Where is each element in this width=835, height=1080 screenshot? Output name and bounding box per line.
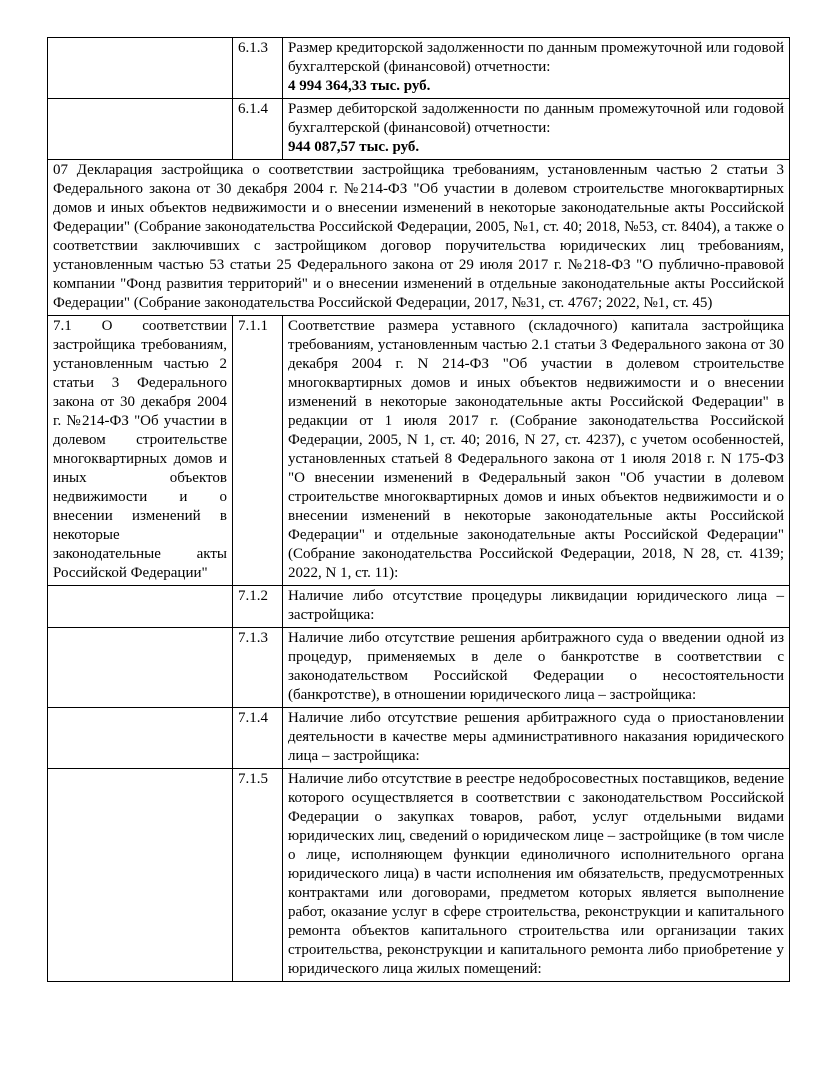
row-number: 7.1.4 <box>233 708 283 769</box>
row-left-cell <box>48 586 233 628</box>
table-row <box>48 38 790 99</box>
table-row <box>48 586 790 628</box>
row-number: 7.1.2 <box>233 586 283 628</box>
row-left-cell <box>48 38 233 99</box>
row-left-cell <box>48 99 233 160</box>
row-content-cell <box>283 586 790 628</box>
row-text: Наличие либо отсутствие решения арбитражного суда о приостановлении деятельности в качестве меры административного наказания юридического лица – застройщика: <box>288 710 784 764</box>
table-row <box>48 769 790 982</box>
row-number: 6.1.4 <box>233 99 283 160</box>
row-content-cell <box>283 316 790 586</box>
row-text: Размер кредиторской задолженности по данным промежуточной или годовой бухгалтерской (финансовой) отчетности: <box>288 40 784 75</box>
table-row <box>48 316 790 586</box>
row-text: Соответствие размера уставного (складочного) капитала застройщика требованиям, установленным частью 2.1 статьи 3 Федерального закона от 30 декабря 2004 г. N 214-ФЗ "Об участии в долевом строительстве многоквартирных домов и иных объектов недвижимости и о внесении изменений в некоторые законодательные акты Российской Федерации" в редакции от 1 июля 2017 г. (Собрание законодательства Российской Федерации, 2005, N 1, ст. 40; 2016, N 27, ст. 4237), с учетом особенностей, установленных статьей 8 Федерального закона от 1 июля 2018 г. N 175-ФЗ "О внесении изменений в Федеральный закон "Об участии в долевом строительстве многоквартирных домов и иных объектов недвижимости и о внесении изменений в некоторые законодательные акты Российской Федерации" и отдельные законодательные акты Российской Федерации" (Собрание законодательства Российской Федерации, 2018, N 28, ст. 4139; 2022, N 1, ст. 11): <box>288 318 784 581</box>
row-text: Размер дебиторской задолженности по данным промежуточной или годовой бухгалтерской (финансовой) отчетности: <box>288 101 784 136</box>
declaration-table <box>47 37 790 982</box>
row-number: 7.1.5 <box>233 769 283 982</box>
row-text: Наличие либо отсутствие в реестре недобросовестных поставщиков, ведение которого осуществляется в соответствии с законодательством Российской Федерации о закупках товаров, работ, услуг отдельными видами юридических лиц, сведений о юридическом лице – застройщике (в том числе о лице, исполняющем функции единоличного исполнительного органа юридического лица) в части исполнения им обязательств, предусмотренных контрактами или договорами, предметом которых является выполнение работ, оказание услуг в сфере строительства, реконструкции и капитального ремонта объектов капитального строительства или организации таких строительства, реконструкции и капитального ремонта либо приобретение у юридического лица жилых помещений: <box>288 771 784 977</box>
section-header: 07 Декларация застройщика о соответствии застройщика требованиям, установленным частью 2 статьи 3 Федерального закона от 30 декабря 2004 г. №214-ФЗ "Об участии в долевом строительстве многоквартирных домов и иных объектов недвижимости и о внесении изменений в некоторые законодательные акты Российской Федерации" (Собрание законодательства Российской Федерации, 2005, №1, ст. 40; 2018, №53, ст. 8404), а также о соответствии заключивших с застройщиком договор поручительства юридических лиц требованиям, установленным частью 53 статьи 25 Федерального закона от 29 июля 2017 г. №218-ФЗ "О публично-правовой компании "Фонд развития территорий" и о внесении изменений в отдельные законодательные акты Российской Федерации" (Собрание законодательства Российской Федерации, 2017, №31, ст. 4767; 2022, №1, ст. 45) <box>48 160 790 316</box>
row-left-cell: 7.1 О соответствии застройщика требованиям, установленным частью 2 статьи 3 Федерального закона от 30 декабря 2004 г. №214-ФЗ "Об участии в долевом строительстве многоквартирных домов и иных объектов недвижимости и о внесении изменений в некоторые законодательные акты Российской Федерации" <box>48 316 233 586</box>
row-number: 7.1.1 <box>233 316 283 586</box>
row-left-cell <box>48 708 233 769</box>
row-number: 6.1.3 <box>233 38 283 99</box>
row-content-cell <box>283 628 790 708</box>
table-row <box>48 99 790 160</box>
table-row <box>48 628 790 708</box>
row-value: 4 994 364,33 тыс. руб. <box>288 78 431 94</box>
row-text: Наличие либо отсутствие решения арбитражного суда о введении одной из процедур, применяемых в деле о банкротстве в соответствии с законодательством Российской Федерации о несостоятельности (банкротстве), в отношении юридического лица – застройщика: <box>288 630 784 703</box>
row-content-cell <box>283 769 790 982</box>
row-value: 944 087,57 тыс. руб. <box>288 139 420 155</box>
row-content-cell <box>283 38 790 99</box>
row-left-cell <box>48 628 233 708</box>
row-text: Наличие либо отсутствие процедуры ликвидации юридического лица – застройщика: <box>288 588 784 623</box>
row-content-cell <box>283 99 790 160</box>
row-number: 7.1.3 <box>233 628 283 708</box>
row-content-cell <box>283 708 790 769</box>
table-row <box>48 708 790 769</box>
row-left-cell <box>48 769 233 982</box>
section-header-row <box>48 160 790 316</box>
